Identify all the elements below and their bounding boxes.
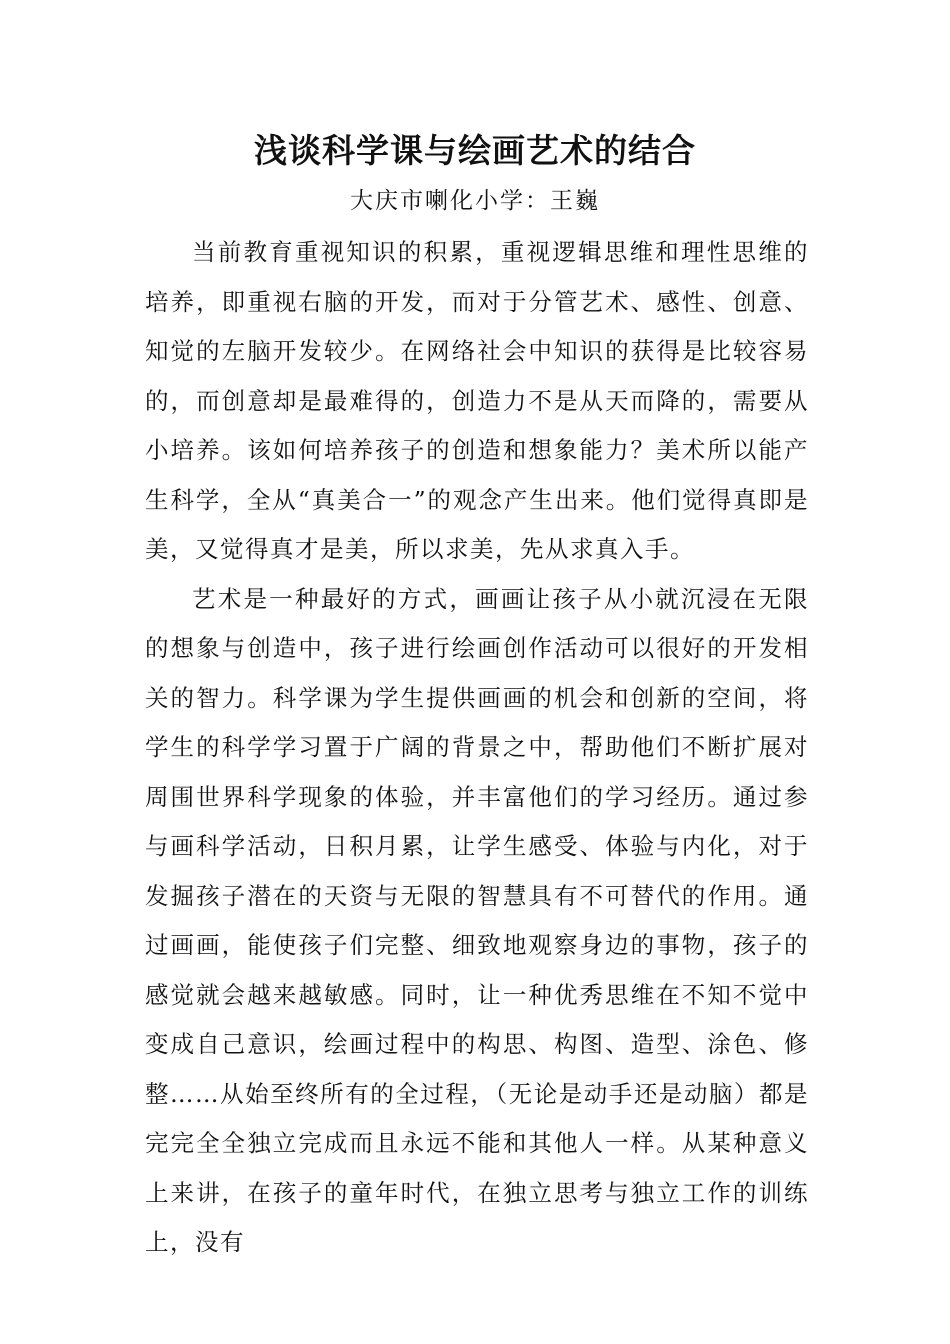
paragraph-1: 当前教育重视知识的积累，重视逻辑思维和理性思维的培养，即重视右脑的开发，而对于分管艺术、感性、创意、知觉的左脑开发较少。在网络社会中知识的获得是比较容易的，而创意却是最难得的，创造力不是从天而降的，需要从小培养。该如何培养孩子的创造和想象能力？美术所以能产生科学，全从“真美合一”的观念产生出来。他们觉得真即是美，又觉得真才是美，所以求美，先从求真入手。 (145, 238, 809, 563)
document-body (145, 228, 809, 1268)
paragraph-2: 艺术是一种最好的方式，画画让孩子从小就沉浸在无限的想象与创造中，孩子进行绘画创作活动可以很好的开发相关的智力。科学课为学生提供画画的机会和创新的空间，将学生的科学学习置于广阔的背景之中，帮助他们不断扩展对周围世界科学现象的体验，并丰富他们的学习经历。通过参与画科学活动，日积月累，让学生感受、体验与内化，对于发掘孩子潜在的天资与无限的智慧具有不可替代的作用。通过画画，能使孩子们完整、细致地观察身边的事物，孩子的感觉就会越来越敏感。同时，让一种优秀思维在不知不觉中变成自己意识，绘画过程中的构思、构图、造型、涂色、修整……从始至终所有的全过程，（无论是动手还是动脑）都是完完全全独立完成而且永远不能和其他人一样。从某种意义上来讲，在孩子的童年时代，在独立思考与独立工作的训练上，没有 (145, 584, 809, 1256)
document-title: 浅谈科学课与绘画艺术的结合 (254, 131, 696, 170)
author-byline: 大庆市喇化小学：王巍 (350, 188, 600, 214)
